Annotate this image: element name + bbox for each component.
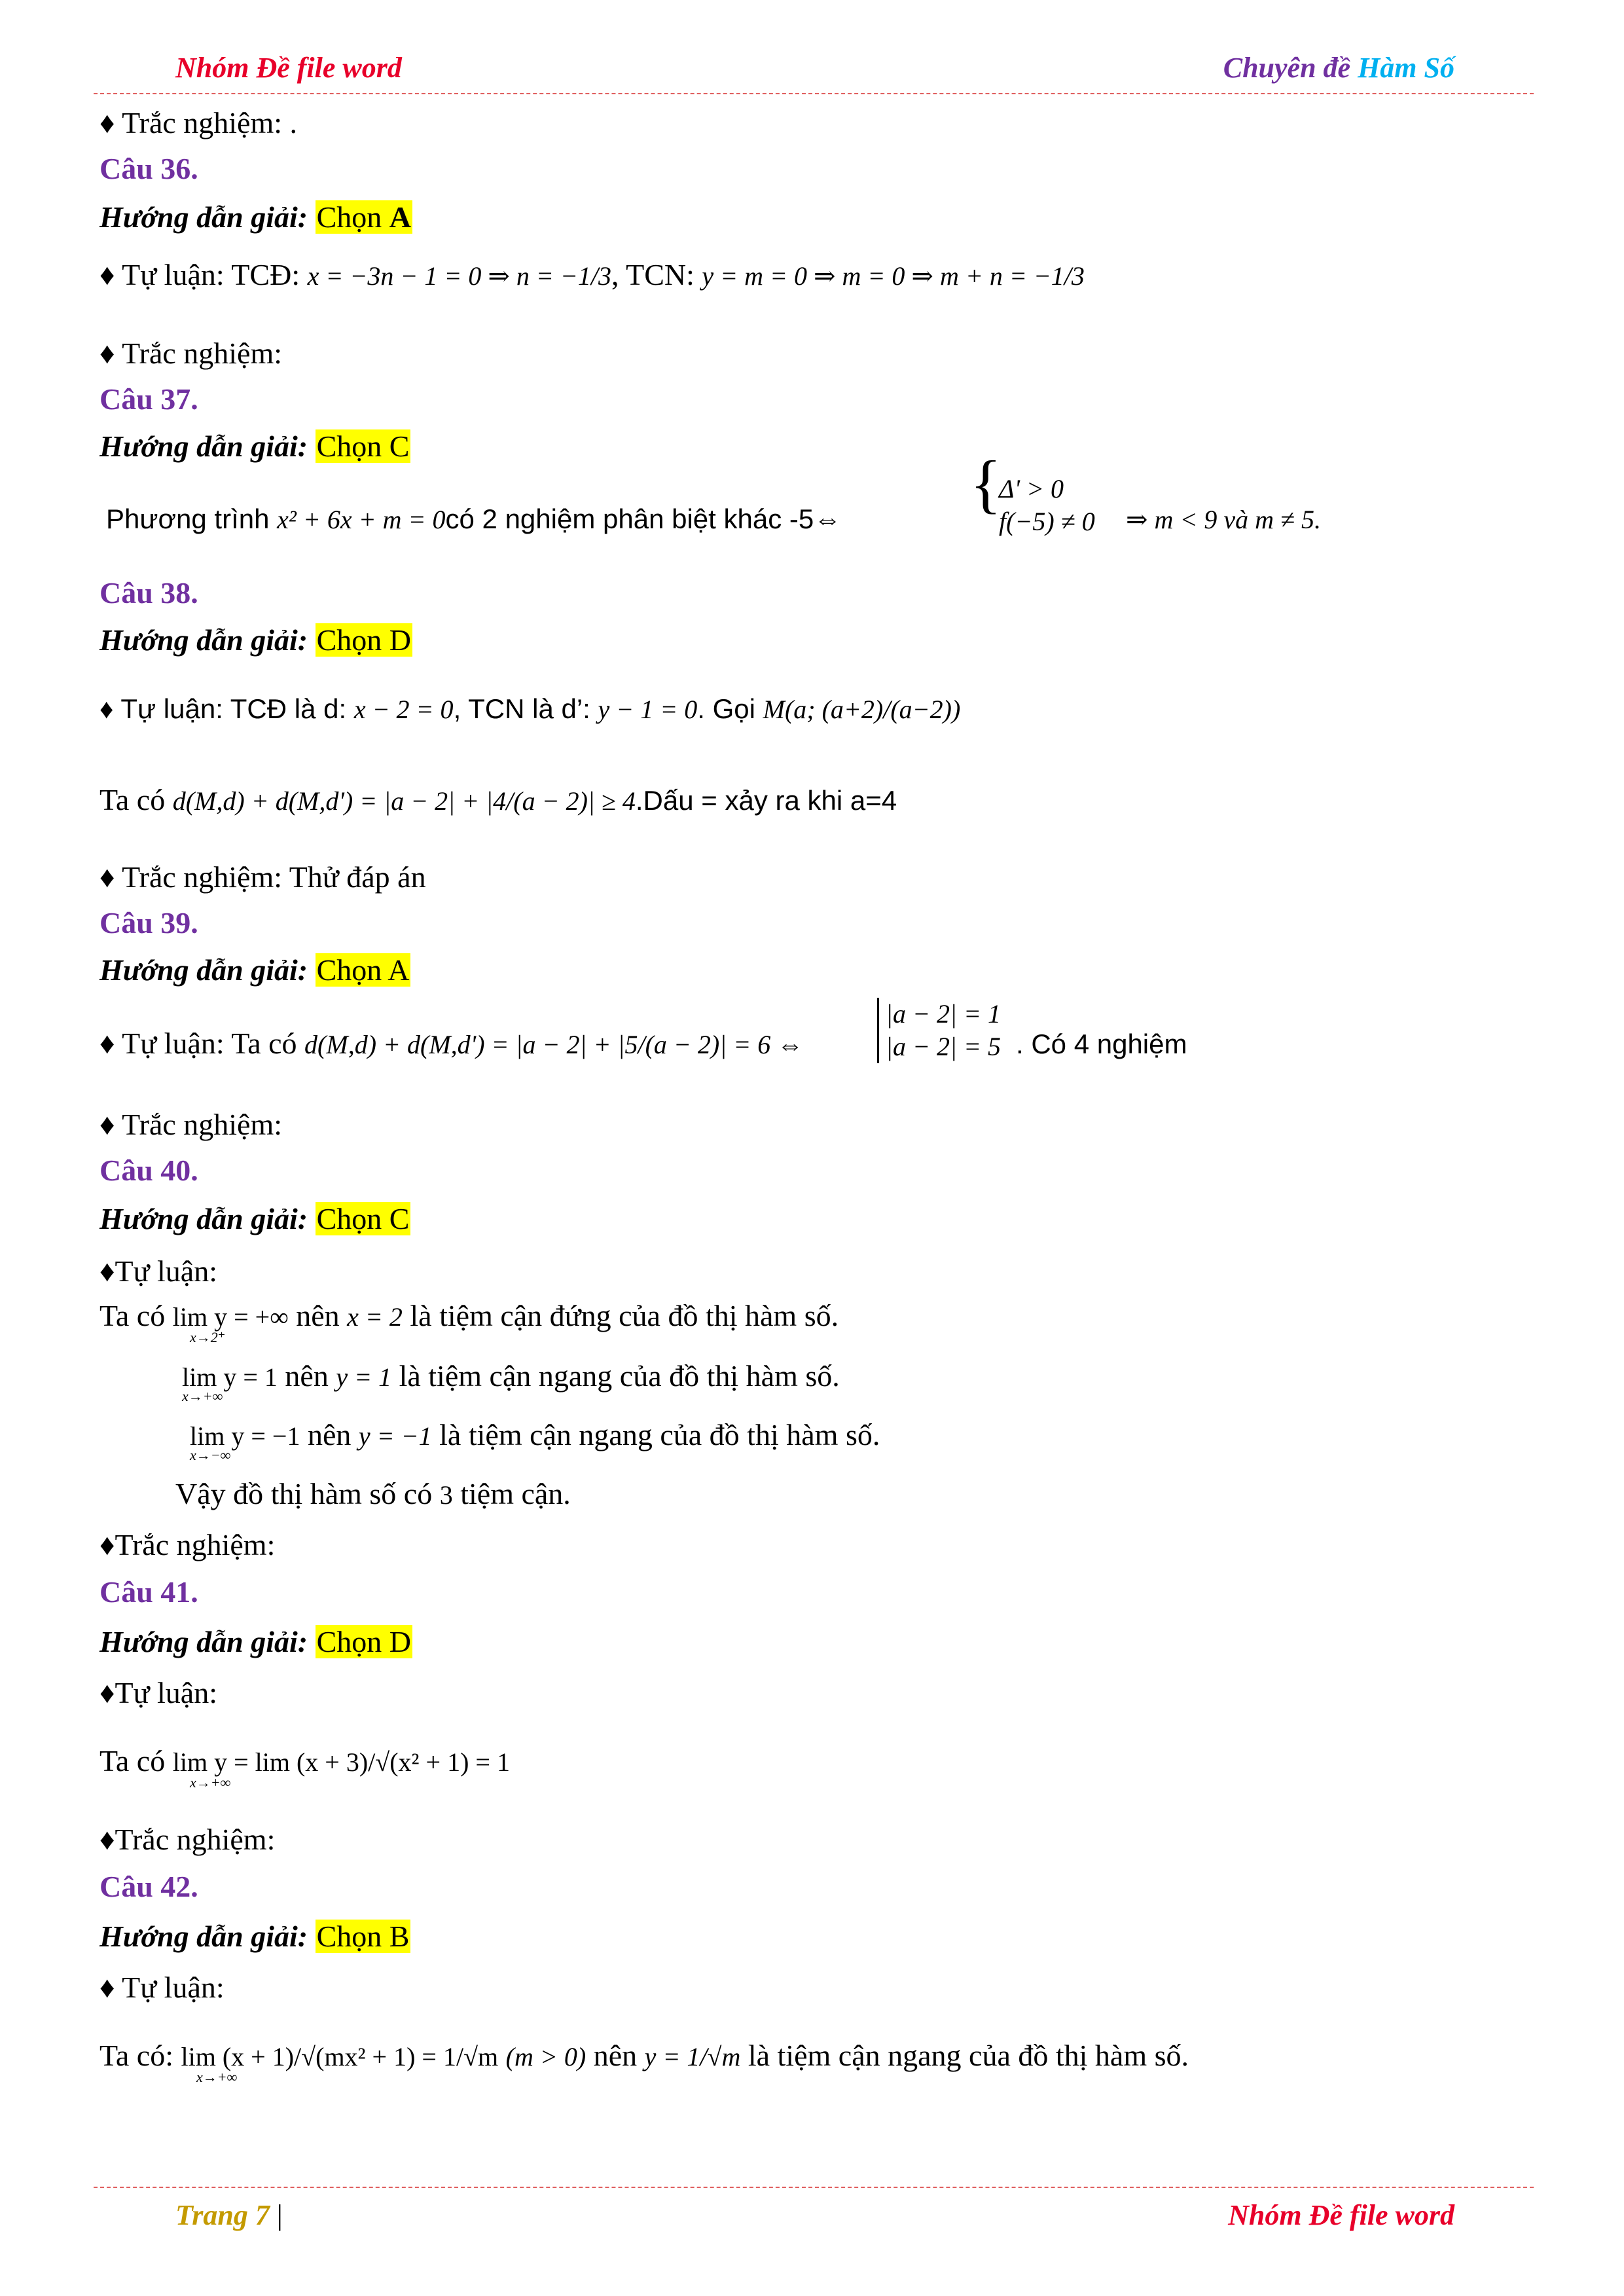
question-36: Câu 36. [99,152,198,185]
system-39: |a − 2| = 1 |a − 2| = 5 [877,998,1001,1063]
text-line: ⇒ m < 9 và m ≠ 5. [1126,505,1321,534]
text-line: ♦ Trắc nghiệm: [99,1108,283,1141]
answer-heading-37: Hướng dẫn giải: Chọn C [99,429,410,463]
text-line: ♦ Tự luận: Ta có d(M,d) + d(M,d') = |a − 2| + |5/(a − 2)| = 6 ⇔ [99,1027,804,1060]
header-separator [94,93,1534,94]
question-41: Câu 41. [99,1575,198,1609]
text-line: ♦ Trắc nghiệm: Thử đáp án [99,860,426,894]
answer-heading-42: Hướng dẫn giải: Chọn B [99,1920,410,1953]
question-37: Câu 37. [99,382,198,416]
answer-choice-38: Chọn D [316,623,411,657]
answer-choice-40: Chọn C [316,1202,410,1235]
answer-choice-41: Chọn D [316,1625,411,1658]
limit-sub: x→2⁺ [190,1329,226,1345]
text-line: Ta có d(M,d) + d(M,d') = |a − 2| + |4/(a − 2)| ≥ 4.Dấu = xảy ra khi a=4 [99,783,897,816]
text-line: ♦ Tự luận: TCĐ: x = −3n − 1 = 0 ⇒ n = −1/3, TCN: y = m = 0 ⇒ m = 0 ⇒ m + n = −1/3 [99,258,1085,291]
text-line: lim y = 1 nên y = 1 là tiệm cận ngang của đồ thị hàm số. [182,1359,840,1393]
text-line: ♦Tự luận: [99,1254,217,1288]
answer-heading-41: Hướng dẫn giải: Chọn D [99,1625,411,1658]
header-right [1223,51,1454,84]
text-line: ♦Trắc nghiệm: [99,1528,276,1561]
text-line: . Có 4 nghiệm [1016,1029,1187,1059]
text-line: ♦Trắc nghiệm: [99,1823,276,1856]
footer-right: Nhóm Đề file word [1228,2199,1454,2231]
question-42: Câu 42. [99,1870,198,1903]
limit-sub: x→+∞ [190,1774,231,1791]
page-number: Trang 7 [175,2199,270,2231]
answer-heading-38: Hướng dẫn giải: Chọn D [99,623,411,657]
answer-heading-36: Hướng dẫn giải: Chọn A [99,200,411,234]
limit-sub: x→−∞ [190,1447,231,1463]
text-line: Ta có lim y = +∞ nên x = 2 là tiệm cận đứng của đồ thị hàm số. [99,1299,839,1332]
question-38: Câu 38. [99,576,198,610]
answer-heading-40: Hướng dẫn giải: Chọn C [99,1202,410,1235]
question-39: Câu 39. [99,906,198,939]
text-line: lim y = −1 nên y = −1 là tiệm cận ngang của đồ thị hàm số. [190,1418,880,1451]
text-line: Phương trình x² + 6x + m = 0có 2 nghiệm phân biệt khác -5⇔ [106,503,842,534]
text-line: ♦Tự luận: [99,1676,217,1709]
text-line: ♦ Tự luận: [99,1971,225,2004]
answer-choice-39: Chọn A [316,953,410,987]
question-40: Câu 40. [99,1154,198,1187]
text-line: Vậy đồ thị hàm số có 3 tiệm cận. [175,1477,571,1510]
answer-heading-39: Hướng dẫn giải: Chọn A [99,953,410,987]
answer-choice-37: Chọn C [316,429,410,463]
text-line: Ta có lim y = lim (x + 3)/√(x² + 1) = 1 [99,1744,510,1777]
footer-separator [94,2187,1534,2188]
header-right-a: Chuyên đề [1223,52,1358,84]
answer-choice-36: Chọn A [316,200,411,234]
text-line: ♦ Trắc nghiệm: . [99,106,298,139]
header-right-b: Hàm Số [1358,52,1454,84]
text-line: ♦ Tự luận: TCĐ là d: x − 2 = 0, TCN là d’: y − 1 = 0. Gọi M(a; (a+2)/(a−2)) [99,693,961,724]
limit-sub: x→+∞ [196,2069,238,2085]
answer-choice-42: Chọn B [316,1920,410,1953]
system-37: { Δ' > 0 f(−5) ≠ 0 [970,447,1095,536]
text-line: ♦ Trắc nghiệm: [99,337,283,370]
text-line: Ta có: lim (x + 1)/√(mx² + 1) = 1/√m (m > 0) nên y = 1/√m là tiệm cận ngang của đồ thị hàm số. [99,2039,1189,2072]
limit-sub: x→+∞ [182,1388,223,1404]
footer-left: Trang 7 | [175,2199,283,2231]
header-left: Nhóm Đề file word [175,52,402,84]
